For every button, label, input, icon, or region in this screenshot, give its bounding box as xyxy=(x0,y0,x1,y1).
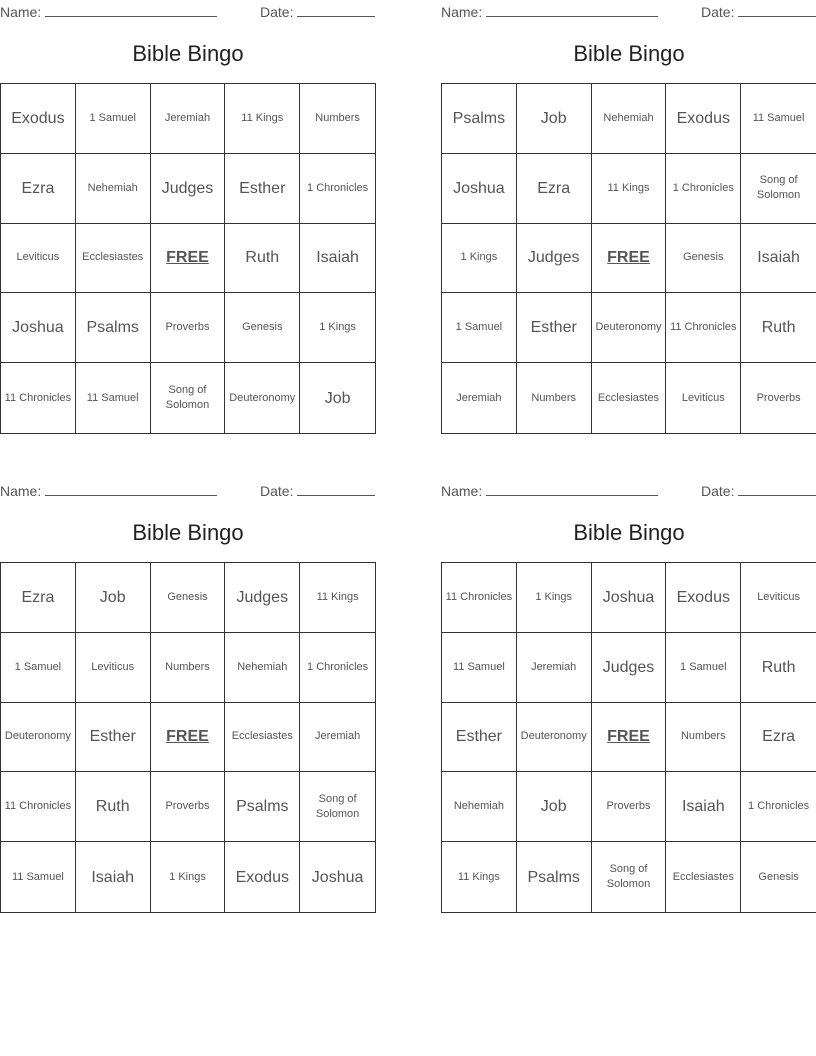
free-space: FREE xyxy=(592,224,667,294)
bingo-cell: Exodus xyxy=(666,563,741,633)
bingo-cell: Ezra xyxy=(741,703,816,773)
bingo-cell: 1 Kings xyxy=(442,224,517,294)
date-line xyxy=(738,481,816,496)
bingo-cell: Deuteronomy xyxy=(1,703,76,773)
bingo-cell: 11 Kings xyxy=(442,842,517,912)
bingo-card xyxy=(441,479,816,915)
bingo-cell: Judges xyxy=(225,563,300,633)
bingo-cell: Judges xyxy=(592,633,667,703)
card-title: Bible Bingo xyxy=(132,520,244,545)
bingo-cell: Ruth xyxy=(76,772,151,842)
bingo-cell: Exodus xyxy=(666,84,741,154)
date-label: Date: xyxy=(701,483,735,499)
bingo-cell: Exodus xyxy=(225,842,300,912)
bingo-cell: Psalms xyxy=(76,293,151,363)
bingo-cell: Song of Solomon xyxy=(300,772,375,842)
bingo-cell: Nehemiah xyxy=(225,633,300,703)
name-date-row xyxy=(441,2,816,20)
bingo-cell: 11 Kings xyxy=(225,84,300,154)
bingo-cell: 11 Chronicles xyxy=(1,772,76,842)
bingo-cell: 11 Chronicles xyxy=(1,363,76,433)
name-label: Name: xyxy=(441,483,483,499)
bingo-cell: Isaiah xyxy=(300,224,375,294)
bingo-cell: Ecclesiastes xyxy=(592,363,667,433)
bingo-cell: Numbers xyxy=(300,84,375,154)
bingo-cell: Job xyxy=(517,84,592,154)
name-line xyxy=(45,481,217,496)
bingo-cell: Isaiah xyxy=(741,224,816,294)
bingo-grid xyxy=(0,562,376,913)
bingo-cell: Ruth xyxy=(741,293,816,363)
free-space: FREE xyxy=(151,224,226,294)
bingo-cell: Song of Solomon xyxy=(741,154,816,224)
bingo-cell: Job xyxy=(324,389,351,407)
bingo-cell: Ezra xyxy=(517,154,592,224)
date-line xyxy=(297,481,375,496)
date-field xyxy=(260,2,375,20)
bingo-cell: Leviticus xyxy=(666,363,741,433)
bingo-cell: 1 Chronicles xyxy=(666,154,741,224)
bingo-cell: Ecclesiastes xyxy=(225,703,300,773)
bingo-card xyxy=(441,0,816,436)
bingo-cell: 11 Samuel xyxy=(741,84,816,154)
date-label: Date: xyxy=(260,4,294,20)
bingo-cell: Ruth xyxy=(741,633,816,703)
name-line xyxy=(486,2,658,17)
name-field xyxy=(0,481,217,499)
bingo-cell: Joshua xyxy=(442,154,517,224)
bingo-cell: Song of Solomon xyxy=(592,842,667,912)
name-label: Name: xyxy=(0,483,42,499)
name-line xyxy=(486,481,658,496)
bingo-cell: 1 Samuel xyxy=(666,633,741,703)
bingo-cell: Jeremiah xyxy=(517,633,592,703)
name-field xyxy=(441,2,658,20)
bingo-cell: Job xyxy=(517,772,592,842)
bingo-cell: Esther xyxy=(517,293,592,363)
bingo-cell: Deuteronomy xyxy=(517,703,592,773)
bingo-card xyxy=(0,479,376,915)
bingo-cell: Proverbs xyxy=(592,772,667,842)
bingo-cell: Job xyxy=(76,563,151,633)
name-date-row xyxy=(441,481,816,499)
bingo-cell: Ezra xyxy=(1,563,76,633)
bingo-cell: 11 Samuel xyxy=(1,842,76,912)
name-field xyxy=(441,481,658,499)
bingo-cell: Isaiah xyxy=(666,772,741,842)
bingo-cell: Song of Solomon xyxy=(151,363,226,433)
free-space: FREE xyxy=(592,703,667,773)
bingo-cell: 1 Samuel xyxy=(1,633,76,703)
bingo-cell: Ruth xyxy=(225,224,300,294)
bingo-cell: Numbers xyxy=(151,633,226,703)
bingo-cell: Esther xyxy=(76,703,151,773)
bingo-cell: Leviticus xyxy=(76,633,151,703)
bingo-cell: Jeremiah xyxy=(300,703,375,773)
bingo-cell: Psalms xyxy=(442,84,517,154)
bingo-cell: Esther xyxy=(442,703,517,773)
bingo-cell: Psalms xyxy=(225,772,300,842)
bingo-cell: Genesis xyxy=(151,563,226,633)
name-date-row xyxy=(0,2,376,20)
bingo-cell: 1 Kings xyxy=(517,563,592,633)
bingo-card xyxy=(0,0,376,436)
name-field xyxy=(0,2,217,20)
bingo-cell: Joshua xyxy=(1,293,76,363)
bingo-cell: 11 Kings xyxy=(592,154,667,224)
bingo-cell: Nehemiah xyxy=(442,772,517,842)
bingo-cell: Leviticus xyxy=(1,224,76,294)
bingo-cell: 1 Kings xyxy=(151,842,226,912)
bingo-cell: 11 Samuel xyxy=(442,633,517,703)
bingo-cell: Deuteronomy xyxy=(592,293,667,363)
bingo-cell: Joshua xyxy=(311,868,364,886)
bingo-cell: Nehemiah xyxy=(592,84,667,154)
bingo-cell: Numbers xyxy=(517,363,592,433)
bingo-grid xyxy=(441,562,816,913)
bingo-cell: Jeremiah xyxy=(442,363,517,433)
date-line xyxy=(738,2,816,17)
bingo-cell: Genesis xyxy=(225,293,300,363)
bingo-grid xyxy=(0,83,376,434)
bingo-cell: Isaiah xyxy=(76,842,151,912)
bingo-cell: 11 Chronicles xyxy=(666,293,741,363)
bingo-cell: 1 Chronicles xyxy=(741,772,816,842)
date-line xyxy=(297,2,375,17)
name-line xyxy=(45,2,217,17)
bingo-cell: Exodus xyxy=(1,84,76,154)
card-title: Bible Bingo xyxy=(573,520,685,545)
date-label: Date: xyxy=(260,483,294,499)
bingo-cell: 1 Kings xyxy=(300,293,375,363)
bingo-grid xyxy=(441,83,816,434)
bingo-cell: Proverbs xyxy=(151,293,226,363)
date-field xyxy=(701,2,816,20)
name-label: Name: xyxy=(0,4,42,20)
card-title: Bible Bingo xyxy=(132,41,244,66)
name-label: Name: xyxy=(441,4,483,20)
bingo-cell: Deuteronomy xyxy=(225,363,300,433)
bingo-cell: 11 Chronicles xyxy=(442,563,517,633)
bingo-cell: Esther xyxy=(225,154,300,224)
bingo-cell: 1 Chronicles xyxy=(300,154,375,224)
bingo-cell: Nehemiah xyxy=(76,154,151,224)
bingo-cell: 1 Chronicles xyxy=(300,633,375,703)
bingo-cell: Genesis xyxy=(758,870,799,883)
bingo-cell: Ecclesiastes xyxy=(666,842,741,912)
date-label: Date: xyxy=(701,4,735,20)
bingo-cell: Genesis xyxy=(666,224,741,294)
card-title: Bible Bingo xyxy=(573,41,685,66)
bingo-cell: Ezra xyxy=(1,154,76,224)
bingo-cell: Psalms xyxy=(517,842,592,912)
bingo-cell: 11 Samuel xyxy=(76,363,151,433)
bingo-cell: Jeremiah xyxy=(151,84,226,154)
date-field xyxy=(260,481,375,499)
bingo-cell: Proverbs xyxy=(151,772,226,842)
bingo-cell: 1 Samuel xyxy=(442,293,517,363)
bingo-cell: Judges xyxy=(151,154,226,224)
bingo-cell: Numbers xyxy=(666,703,741,773)
bingo-cell: Ecclesiastes xyxy=(76,224,151,294)
date-field xyxy=(701,481,816,499)
bingo-cell: 1 Samuel xyxy=(76,84,151,154)
bingo-cell: 11 Kings xyxy=(300,563,375,633)
bingo-cell: Judges xyxy=(517,224,592,294)
bingo-cell: Proverbs xyxy=(756,391,801,404)
bingo-cell: Leviticus xyxy=(741,563,816,633)
free-space: FREE xyxy=(151,703,226,773)
bingo-cell: Joshua xyxy=(592,563,667,633)
name-date-row xyxy=(0,481,376,499)
